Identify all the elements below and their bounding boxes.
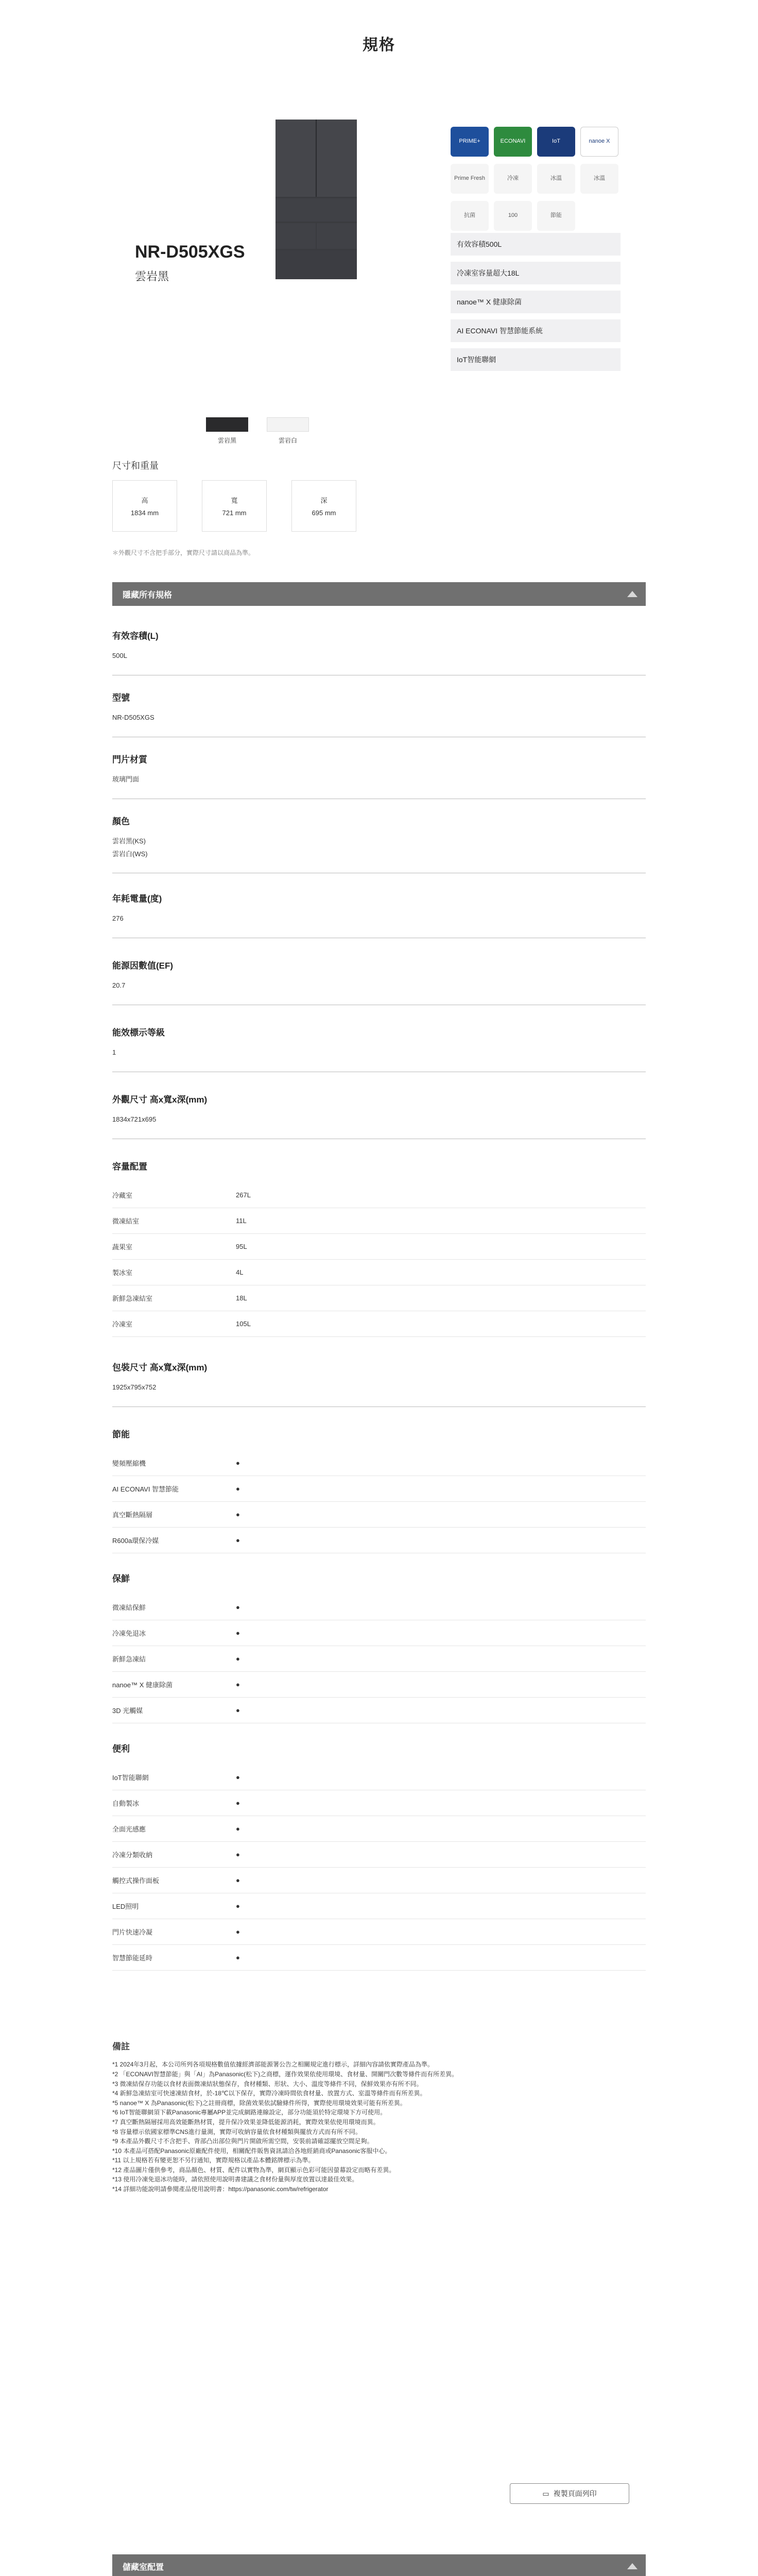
dimension-note: ＊外觀尺寸不含把手部分，實際尺寸請以商品為準。 (112, 549, 255, 556)
energy-key: 變頻壓縮機 (112, 1460, 146, 1467)
dimensions-title: 尺寸和重量 (112, 461, 159, 471)
dimension-cards (112, 480, 356, 532)
note-line: *10 本產品可搭配Panasonic原廠配件使用，相關配件販售資訊請洽各地經銷商或Panasonic客服中心。 (112, 2147, 391, 2155)
product-color: 雲岩黑 (135, 270, 169, 283)
note-line: *5 nanoe™ X 為Panasonic(松下)之註冊商標，除菌效果依試驗條件所得，實際使用環境效果可能有所差異。 (112, 2099, 406, 2107)
convenience-row (112, 1765, 646, 1790)
badge-icon: IoT (537, 127, 575, 157)
energy-value: ● (236, 1485, 240, 1493)
convenience-value: ● (236, 1851, 240, 1858)
diagram-toggle-label: 儲藏室配置 (123, 2563, 164, 2572)
spec-value: 玻璃門面 (112, 775, 140, 783)
notes-section (112, 2040, 646, 2194)
feature-item: AI ECONAVI 智慧節能系統 (451, 319, 621, 342)
dimension-card (112, 480, 177, 532)
fresh-key: 3D 光觸媒 (112, 1707, 143, 1715)
capacity-section (112, 1159, 646, 1337)
convenience-row (112, 1945, 646, 1971)
convenience-row (112, 1919, 646, 1945)
badge-icon: 節能 (537, 201, 575, 231)
capacity-key: 蔬果室 (112, 1243, 133, 1251)
fresh-key: 微凍結保鮮 (112, 1604, 146, 1612)
capacity-value: 105L (236, 1320, 251, 1328)
convenience-key: 自動製冰 (112, 1800, 140, 1807)
note-line: *6 IoT智能聯網須下載Panasonic專屬APP並完成網路連線設定，部分功能須於特定環境下方可使用。 (112, 2109, 387, 2116)
spec-title: 保鮮 (112, 1574, 130, 1584)
energy-key: AI ECONAVI 智慧節能 (112, 1485, 179, 1493)
energy-section (112, 1427, 646, 1553)
product-image (275, 120, 357, 279)
fresh-key: 新鮮急凍結 (112, 1655, 146, 1663)
spec-toggle-label: 隱藏所有規格 (123, 590, 173, 600)
swatch-box (267, 417, 309, 432)
spec-title: 節能 (112, 1430, 130, 1439)
badge-icon: 抗菌 (451, 201, 489, 231)
fresh-row (112, 1595, 646, 1620)
convenience-row (112, 1893, 646, 1919)
convenience-value: ● (236, 1954, 240, 1961)
convenience-value: ● (236, 1928, 240, 1936)
note-line: *7 真空斷熱隔層採用高效能斷熱材質，提升保冷效果並降低能源消耗，實際效果依使用環境而異。 (112, 2118, 380, 2126)
convenience-key: 門片快速冷凝 (112, 1928, 153, 1936)
dimension-card (291, 480, 356, 532)
product-model: NR-D505XGS (135, 242, 245, 262)
badge-icon: Prime Fresh (451, 164, 489, 194)
capacity-row (112, 1182, 646, 1208)
convenience-value: ● (236, 1825, 240, 1833)
fresh-section (112, 1571, 646, 1723)
convenience-key: 觸控式操作面板 (112, 1877, 160, 1885)
note-line: *9 本產品外觀尺寸不含把手、背部凸出部位與門片開啟所需空間，安裝前請確認擺放空間足夠。 (112, 2138, 373, 2145)
badge-icon: PRIME+ (451, 127, 489, 157)
spec-toggle-bar[interactable] (112, 582, 646, 606)
energy-value: ● (236, 1536, 240, 1544)
fresh-row (112, 1646, 646, 1672)
convenience-value: ● (236, 1902, 240, 1910)
feature-list (451, 233, 621, 377)
note-line: *3 微凍結保存功能以食材表面微凍結狀態保存，食材種類、形狀、大小、溫度等條件不同，保鮮效果亦有所不同。 (112, 2080, 423, 2088)
note-line: *2 「ECONAVI智慧節能」與「AI」為Panasonic(松下)之商標，運作效果依使用環境、食材量、開關門次數等條件而有所差異。 (112, 2070, 458, 2078)
fresh-row (112, 1620, 646, 1646)
spec-item (112, 1092, 646, 1139)
spec-value: NR-D505XGS (112, 714, 154, 721)
capacity-value: 11L (236, 1217, 247, 1225)
feature-item: 有效容積500L (451, 233, 621, 256)
spec-value: 雲岩黑(KS) 雲岩白(WS) (112, 837, 148, 858)
spec-title: 便利 (112, 1744, 130, 1754)
energy-row (112, 1528, 646, 1553)
swatch-label: 雲岩黑 (217, 437, 236, 444)
note-line: *13 使用冷凍免退冰功能時，請依照使用說明書建議之食材份量與厚度放置以達最佳效果。 (112, 2176, 358, 2183)
spec-title: 門片材質 (112, 755, 147, 765)
swatch-white[interactable] (267, 417, 309, 445)
spec-title: 外觀尺寸 高x寬x深(mm) (112, 1095, 208, 1105)
badge-icon: 100 (494, 201, 532, 231)
convenience-section (112, 1741, 646, 1971)
fresh-key: nanoe™ X 健康除菌 (112, 1681, 173, 1689)
dimension-label: 高 (141, 497, 148, 504)
spec-title: 容量配置 (112, 1162, 147, 1172)
print-button-label: 複製頁面列印 (553, 2489, 597, 2498)
fresh-value: ● (236, 1655, 240, 1663)
dimension-value: 695 mm (312, 509, 336, 517)
print-button[interactable] (510, 2483, 629, 2504)
fresh-row (112, 1698, 646, 1723)
badge-icon: 冰溫 (537, 164, 575, 194)
spec-item (112, 629, 646, 675)
spec-title: 有效容積(L) (112, 631, 159, 641)
dimension-value: 1834 mm (130, 509, 159, 517)
spec-item (112, 1360, 646, 1407)
note-line: *4 新鮮急凍結室可快速凍結食材，於-18℃以下保存，實際冷凍時間依食材量、放置方式、室溫等條件而有所差異。 (112, 2090, 426, 2097)
convenience-row (112, 1842, 646, 1868)
dimension-card (202, 480, 267, 532)
capacity-row (112, 1260, 646, 1285)
convenience-key: IoT智能聯網 (112, 1774, 149, 1782)
note-line: *14 詳細功能說明請參閱產品使用說明書：https://panasonic.com/tw/refrigerator (112, 2185, 329, 2193)
spec-item (112, 1025, 646, 1072)
note-line: *12 產品圖片僅供參考，商品顏色、材質、配件以實物為準，網頁顯示色彩可能因螢幕設定而略有差異。 (112, 2166, 395, 2174)
spec-item (112, 958, 646, 1005)
convenience-value: ● (236, 1799, 240, 1807)
spec-item (112, 814, 646, 873)
spec-title: 能源因數值(EF) (112, 961, 174, 971)
color-swatches (206, 417, 309, 445)
energy-key: R600a環保冷媒 (112, 1537, 159, 1545)
convenience-row (112, 1816, 646, 1842)
fresh-value: ● (236, 1603, 240, 1611)
note-line: *1 2024年3月起，本公司所列各項規格數值依據經濟部能源署公告之相關規定進行標示，詳細內容請依實際產品為準。 (112, 2061, 434, 2069)
capacity-key: 冷凍室 (112, 1320, 133, 1328)
fresh-row (112, 1672, 646, 1698)
spec-value: 1834x721x695 (112, 1115, 157, 1123)
diagram-toggle-bar[interactable] (112, 2554, 646, 2576)
swatch-box (206, 417, 248, 432)
capacity-value: 4L (236, 1268, 244, 1276)
convenience-key: 智慧節能延時 (112, 1954, 153, 1962)
spec-value: 20.7 (112, 981, 126, 989)
spec-value: 276 (112, 914, 124, 922)
note-line: *11 以上規格若有變更恕不另行通知，實際規格以產品本體銘牌標示為準。 (112, 2157, 315, 2164)
capacity-key: 微凍結室 (112, 1217, 140, 1225)
convenience-value: ● (236, 1876, 240, 1884)
dimension-label: 深 (320, 497, 328, 504)
energy-value: ● (236, 1459, 240, 1467)
energy-value: ● (236, 1511, 240, 1518)
print-icon: ▭ (542, 2489, 549, 2498)
spec-item (112, 891, 646, 938)
capacity-row (112, 1208, 646, 1234)
energy-row (112, 1502, 646, 1528)
spec-title: 顏色 (112, 817, 130, 826)
capacity-row (112, 1285, 646, 1311)
note-line: *8 容量標示依國家標準CNS進行量測，實際可收納容量依食材種類與擺放方式而有所不同。 (112, 2128, 362, 2136)
convenience-key: 全面光感應 (112, 1825, 146, 1833)
convenience-row (112, 1868, 646, 1893)
spec-item (112, 690, 646, 737)
badge-icon: 冷凍 (494, 164, 532, 194)
energy-row (112, 1450, 646, 1476)
capacity-key: 製冰室 (112, 1269, 133, 1277)
spec-item (112, 752, 646, 799)
convenience-key: 冷凍分類收納 (112, 1851, 153, 1859)
badge-icon: ECONAVI (494, 127, 532, 157)
feature-item: 冷凍室容量超大18L (451, 262, 621, 284)
fresh-value: ● (236, 1706, 240, 1714)
fresh-value: ● (236, 1629, 240, 1637)
capacity-value: 267L (236, 1191, 251, 1199)
spec-value: 1 (112, 1048, 116, 1056)
convenience-value: ● (236, 1773, 240, 1781)
capacity-row (112, 1311, 646, 1337)
spec-title: 年耗電量(度) (112, 894, 162, 904)
feature-item: IoT智能聯網 (451, 348, 621, 371)
dimension-label: 寬 (231, 497, 238, 504)
energy-key: 真空斷熱隔層 (112, 1511, 153, 1519)
notes-title: 備註 (112, 2042, 130, 2052)
fresh-value: ● (236, 1681, 240, 1688)
spec-title: 能效標示等級 (112, 1028, 165, 1038)
badge-grid (451, 127, 621, 238)
badge-icon: nanoe X (580, 127, 618, 157)
convenience-row (112, 1790, 646, 1816)
capacity-row (112, 1234, 646, 1260)
spec-value: 1925x795x752 (112, 1383, 157, 1391)
convenience-key: LED照明 (112, 1903, 139, 1910)
capacity-key: 新鮮急凍結室 (112, 1295, 153, 1302)
chevron-up-icon (627, 591, 638, 597)
dimension-value: 721 mm (222, 509, 247, 517)
capacity-value: 95L (236, 1243, 247, 1250)
swatch-black[interactable] (206, 417, 248, 445)
energy-row (112, 1476, 646, 1502)
capacity-value: 18L (236, 1294, 247, 1302)
page-title: 規格 (363, 37, 395, 54)
spec-title: 包裝尺寸 高x寬x深(mm) (112, 1363, 208, 1372)
spec-value: 500L (112, 652, 127, 659)
spec-title: 型號 (112, 693, 130, 703)
fresh-key: 冷凍免退冰 (112, 1630, 146, 1637)
chevron-up-icon (627, 2563, 638, 2569)
feature-item: nanoe™ X 健康除菌 (451, 291, 621, 313)
swatch-label: 雲岩白 (278, 437, 297, 444)
badge-icon: 冰溫 (580, 164, 618, 194)
capacity-key: 冷藏室 (112, 1192, 133, 1199)
